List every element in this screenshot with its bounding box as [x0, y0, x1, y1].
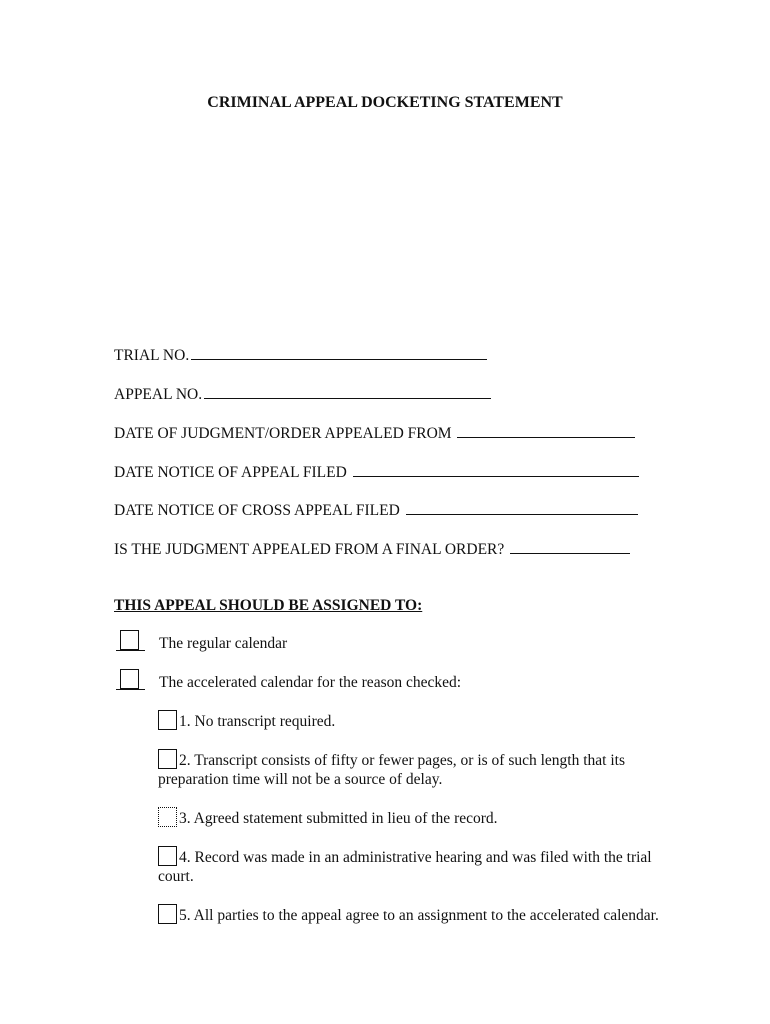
reason-1-text: 1. No transcript required. — [179, 713, 336, 730]
reason-item-2 — [158, 749, 668, 789]
judgment-date-field — [114, 423, 635, 443]
notice-appeal-date-field — [114, 462, 639, 482]
reason-3-text: 3. Agreed statement submitted in lieu of the record. — [179, 810, 498, 827]
appeal-no-label: APPEAL NO. — [114, 386, 203, 403]
accelerated-calendar-checkbox[interactable] — [120, 669, 139, 689]
regular-calendar-checkbox[interactable] — [120, 630, 139, 650]
judgment-date-input[interactable] — [457, 423, 635, 438]
reason-item-3 — [158, 807, 668, 828]
reason-5-checkbox[interactable] — [158, 904, 177, 924]
reason-2-text: 2. Transcript consists of fifty or fewer pages, or is of such length that its preparation time will not be a source of delay. — [158, 752, 625, 788]
document-title: CRIMINAL APPEAL DOCKETING STATEMENT — [207, 94, 563, 111]
reason-3-checkbox[interactable] — [158, 807, 177, 827]
trial-no-input[interactable] — [191, 345, 487, 360]
reason-2-checkbox[interactable] — [158, 749, 177, 769]
cross-appeal-date-label: DATE NOTICE OF CROSS APPEAL FILED — [114, 502, 400, 519]
appeal-no-input[interactable] — [204, 384, 491, 399]
cross-appeal-date-input[interactable] — [406, 500, 638, 515]
reason-item-4 — [158, 846, 668, 886]
reason-1-checkbox[interactable] — [158, 710, 177, 730]
reason-item-1 — [158, 710, 668, 731]
trial-no-label: TRIAL NO. — [114, 347, 190, 364]
reason-4-text: 4. Record was made in an administrative hearing and was filed with the trial court. — [158, 849, 652, 885]
final-order-field — [114, 539, 630, 559]
assignment-heading: THIS APPEAL SHOULD BE ASSIGNED TO: — [114, 597, 423, 614]
cross-appeal-date-field — [114, 500, 638, 520]
reason-4-checkbox[interactable] — [158, 846, 177, 866]
final-order-label: IS THE JUDGMENT APPEALED FROM A FINAL ORDER? — [114, 541, 505, 558]
reason-5-text: 5. All parties to the appeal agree to an assignment to the accelerated calendar. — [179, 907, 659, 924]
accelerated-calendar-label: The accelerated calendar for the reason checked: — [159, 674, 462, 691]
reason-item-5 — [158, 904, 668, 925]
notice-appeal-date-input[interactable] — [353, 462, 639, 477]
trial-no-field — [114, 345, 487, 365]
appeal-no-field — [114, 384, 491, 404]
notice-appeal-date-label: DATE NOTICE OF APPEAL FILED — [114, 464, 347, 481]
regular-calendar-label: The regular calendar — [159, 635, 288, 652]
judgment-date-label: DATE OF JUDGMENT/ORDER APPEALED FROM — [114, 425, 452, 442]
final-order-input[interactable] — [510, 539, 630, 554]
